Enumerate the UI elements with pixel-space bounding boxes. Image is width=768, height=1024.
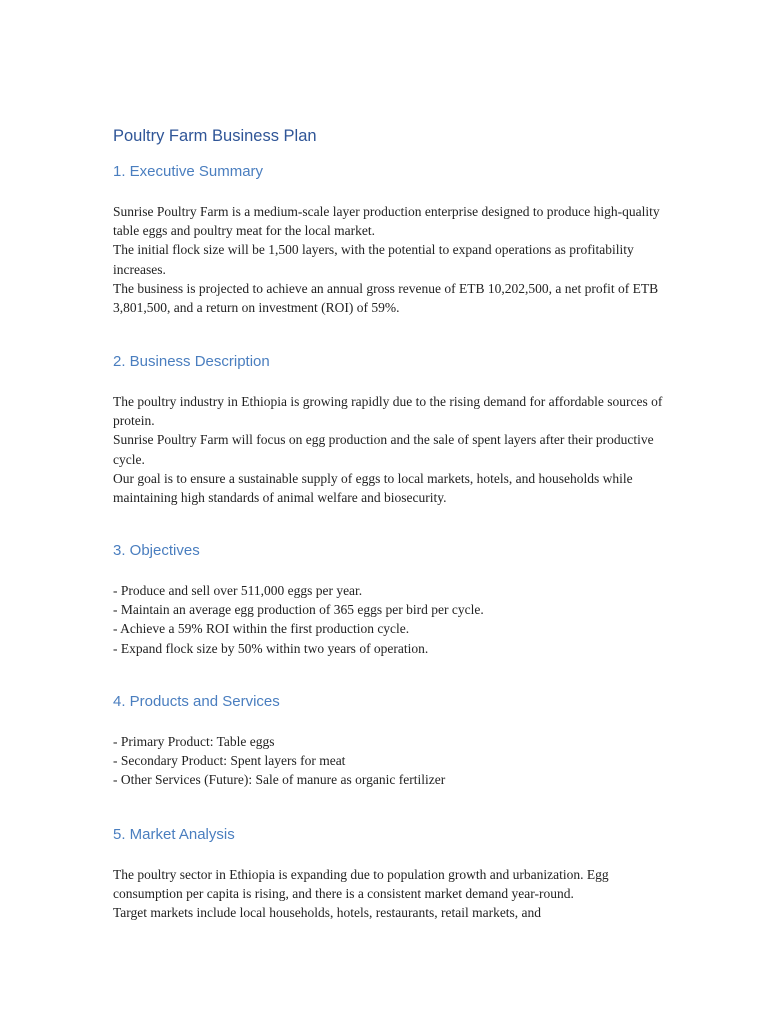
section-objectives bbox=[113, 541, 673, 658]
section-market-analysis bbox=[113, 825, 673, 923]
list-item: - Produce and sell over 511,000 eggs per year. bbox=[113, 583, 363, 598]
list-item: - Secondary Product: Spent layers for meat bbox=[113, 753, 346, 769]
section-heading: 5. Market Analysis bbox=[113, 826, 235, 843]
section-products-and-services bbox=[113, 692, 673, 790]
paragraph: Sunrise Poultry Farm is a medium-scale layer production enterprise designed to produce high-quality table eggs and poultry meat for the local market. bbox=[113, 204, 660, 239]
paragraph: The poultry sector in Ethiopia is expanding due to population growth and urbanization. Egg consumption per capita is rising, and there is a consistent market demand year-round. bbox=[113, 867, 609, 902]
list-item: - Maintain an average egg production of 365 eggs per bird per cycle. bbox=[113, 602, 484, 618]
section-body bbox=[113, 865, 673, 923]
section-body bbox=[113, 581, 673, 658]
list-item: - Primary Product: Table eggs bbox=[113, 734, 275, 749]
paragraph: Our goal is to ensure a sustainable supply of eggs to local markets, hotels, and households while maintaining high standards of animal welfare and biosecurity. bbox=[113, 470, 633, 506]
section-executive-summary bbox=[113, 162, 673, 317]
section-heading: 4. Products and Services bbox=[113, 693, 280, 710]
section-heading: 2. Business Description bbox=[113, 353, 270, 370]
section-heading: 3. Objectives bbox=[113, 542, 200, 559]
section-body bbox=[113, 392, 673, 507]
paragraph: The business is projected to achieve an annual gross revenue of ETB 10,202,500, a net profit of ETB 3,801,500, and a return on investment (ROI) of 59%. bbox=[113, 280, 659, 316]
paragraph: The poultry industry in Ethiopia is growing rapidly due to the rising demand for affordable sources of protein. bbox=[113, 394, 663, 429]
list-item: - Achieve a 59% ROI within the first production cycle. bbox=[113, 621, 410, 637]
list-item: - Other Services (Future): Sale of manure as organic fertilizer bbox=[113, 772, 446, 788]
section-body bbox=[113, 202, 673, 317]
section-body bbox=[113, 732, 673, 790]
section-business-description bbox=[113, 352, 673, 507]
paragraph: The initial flock size will be 1,500 layers, with the potential to expand operations as profitability increases. bbox=[113, 242, 634, 277]
paragraph: Sunrise Poultry Farm will focus on egg production and the sale of spent layers after their productive cycle. bbox=[113, 432, 654, 467]
section-heading: 1. Executive Summary bbox=[113, 163, 264, 180]
document-title: Poultry Farm Business Plan bbox=[113, 127, 317, 145]
list-item: - Expand flock size by 50% within two years of operation. bbox=[113, 640, 429, 656]
paragraph: Target markets include local households, hotels, restaurants, retail markets, and bbox=[113, 905, 542, 921]
